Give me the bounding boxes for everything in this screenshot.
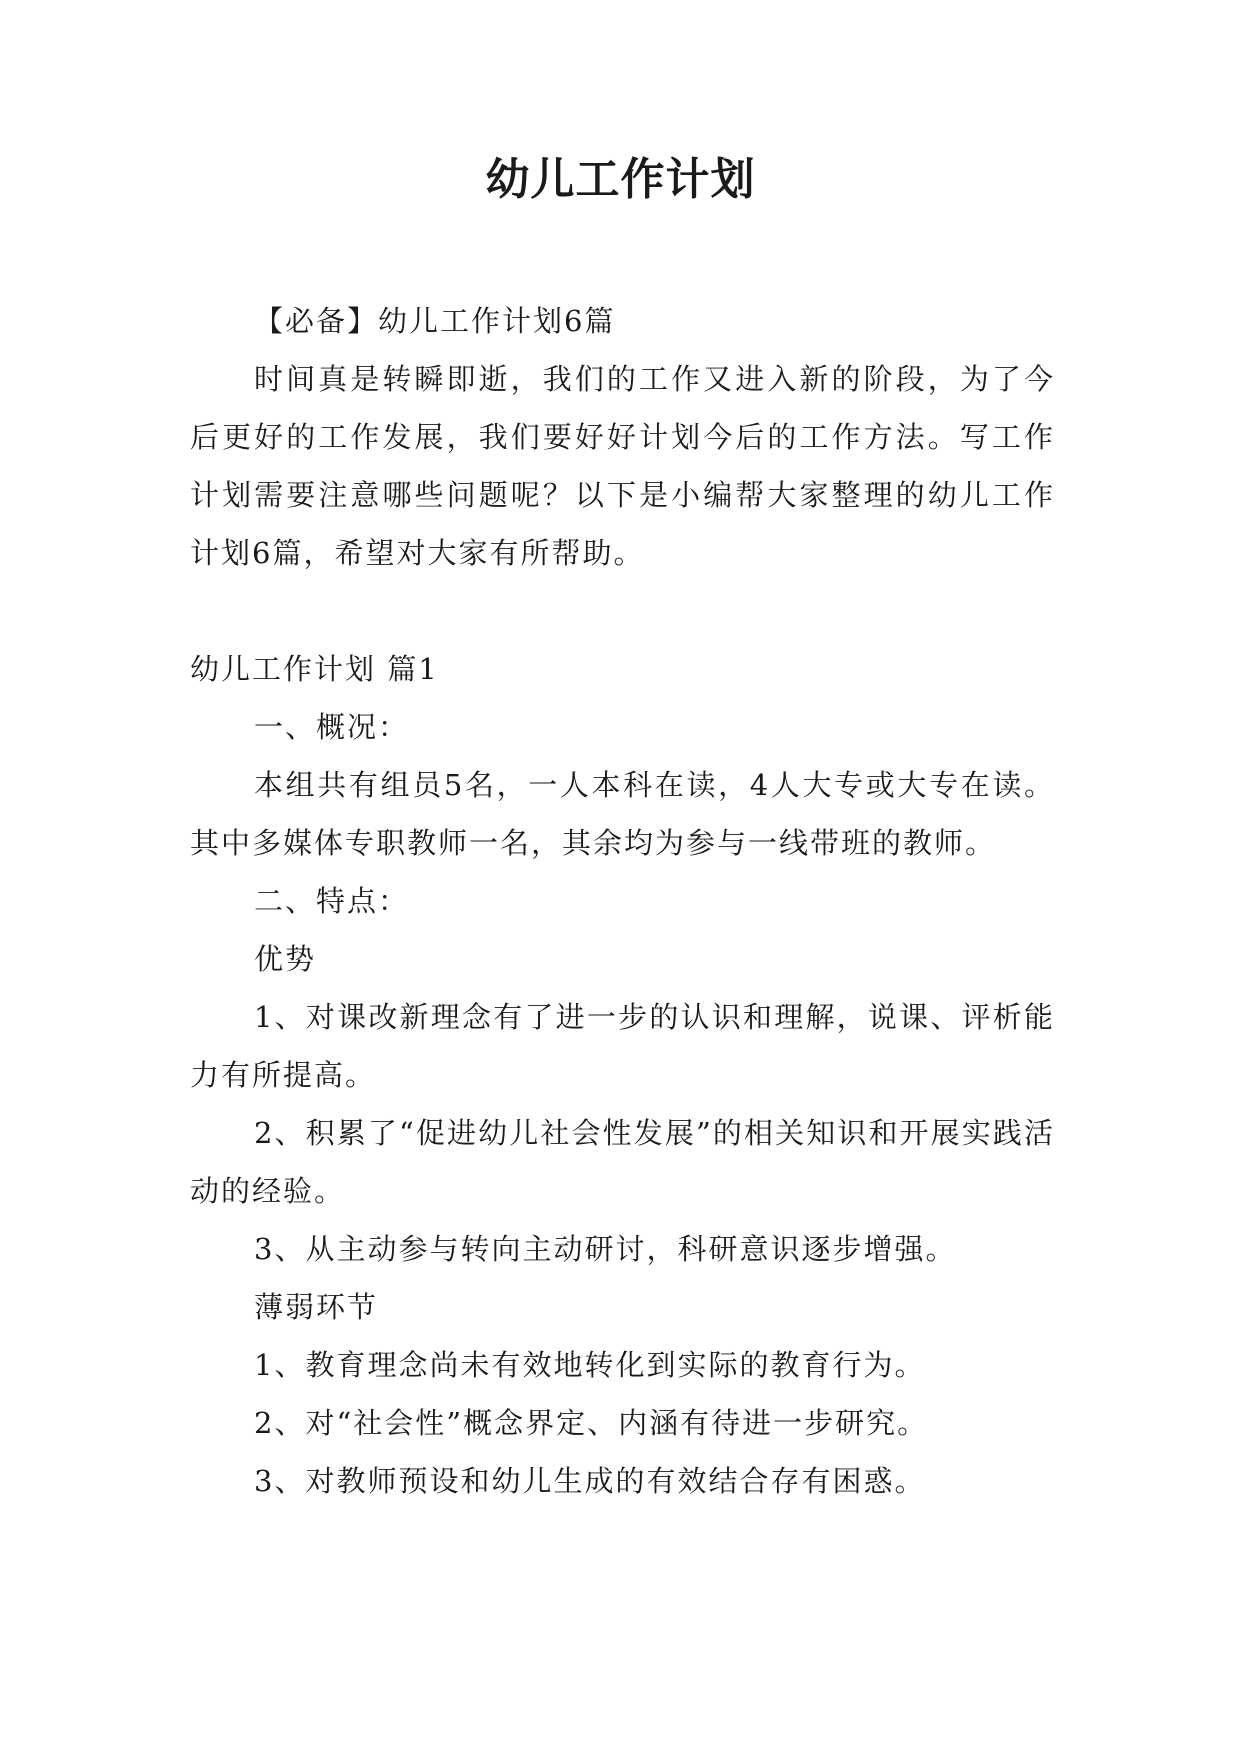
intro-paragraph: 时间真是转瞬即逝，我们的工作又进入新的阶段，为了今后更好的工作发展，我们要好好计划今后的工作方法。写工作计划需要注意哪些问题呢？以下是小编帮大家整理的幼儿工作计划6篇，希望对大家有所帮助。 bbox=[190, 362, 1055, 570]
section-heading: 幼儿工作计划 篇1 bbox=[190, 652, 439, 686]
weakness-item: 1、教育理念尚未有效地转化到实际的教育行为。 bbox=[254, 1348, 926, 1382]
document-subtitle: 【必备】幼儿工作计划6篇 bbox=[254, 304, 616, 338]
document-title: 幼儿工作计划 bbox=[485, 154, 756, 205]
paragraph-gap bbox=[190, 582, 1055, 640]
weakness-item: 2、对“社会性”概念界定、内涵有待进一步研究。 bbox=[254, 1406, 929, 1440]
overview-heading: 一、概况： bbox=[254, 710, 410, 744]
features-heading: 二、特点： bbox=[254, 884, 410, 918]
strength-item: 1、对课改新理念有了进一步的认识和理解，说课、评析能力有所提高。 bbox=[190, 1000, 1055, 1092]
weaknesses-heading: 薄弱环节 bbox=[254, 1290, 379, 1324]
overview-paragraph: 本组共有组员5名，一人本科在读，4人大专或大专在读。其中多媒体专职教师一名，其余均为参与一线带班的教师。 bbox=[190, 768, 1055, 860]
strength-item: 2、积累了“促进幼儿社会性发展”的相关知识和开展实践活动的经验。 bbox=[190, 1116, 1055, 1208]
strength-item: 3、从主动参与转向主动研讨，科研意识逐步增强。 bbox=[254, 1232, 957, 1266]
document-body bbox=[190, 292, 1055, 1510]
weakness-item: 3、对教师预设和幼儿生成的有效结合存有困惑。 bbox=[254, 1464, 926, 1498]
strengths-heading: 优势 bbox=[254, 942, 317, 976]
